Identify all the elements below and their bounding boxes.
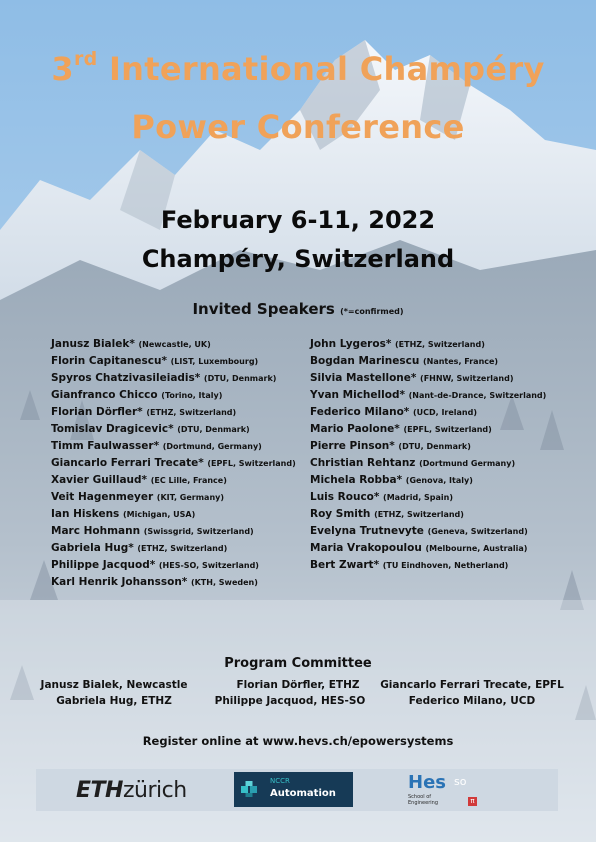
register-link-text[interactable]: Register online at www.hevs.ch/epowersystems <box>142 734 454 748</box>
committee-member: Philippe Jacquod, HES-SO <box>214 695 366 707</box>
committee-member: Janusz Bialek, Newcastle <box>40 679 188 691</box>
nccr-automation-label: Automation <box>270 788 336 799</box>
speaker-item: Janusz Bialek* (Newcastle, UK) <box>51 338 211 350</box>
speaker-item: Ian Hiskens (Michigan, USA) <box>51 508 196 520</box>
speaker-item: Spyros Chatzivasileiadis* (DTU, Denmark) <box>51 372 277 384</box>
speaker-item: John Lygeros* (ETHZ, Switzerland) <box>310 338 485 350</box>
speaker-item: Silvia Mastellone* (FHNW, Switzerland) <box>310 372 514 384</box>
speaker-item: Gabriela Hug* (ETHZ, Switzerland) <box>51 542 228 554</box>
pi-icon: π <box>468 797 477 806</box>
committee-member: Gabriela Hug, ETHZ <box>56 695 172 707</box>
speakers-note: (*=confirmed) <box>340 307 404 316</box>
speaker-item: Evelyna Trutnevyte (Geneva, Switzerland) <box>310 525 528 537</box>
speakers-heading: Invited Speakers (*=confirmed) <box>192 300 404 318</box>
event-location: Champéry, Switzerland <box>141 245 455 273</box>
speaker-item: Yvan Michellod* (Nant-de-Drance, Switzerland) <box>310 389 547 401</box>
committee-member: Federico Milano, UCD <box>408 695 536 707</box>
committee-member: Giancarlo Ferrari Trecate, EPFL <box>380 679 564 691</box>
eth-zurich-logo: ETHzürich <box>76 778 187 803</box>
nccr-automation-logo <box>234 772 353 807</box>
speaker-item: Gianfranco Chicco (Torino, Italy) <box>51 389 223 401</box>
speakers-right-column <box>310 336 546 574</box>
speaker-item: Pierre Pinson* (DTU, Denmark) <box>310 440 471 452</box>
committee-member: Florian Dörfler, ETHZ <box>236 679 360 691</box>
speaker-item: Florian Dörfler* (ETHZ, Switzerland) <box>51 406 237 418</box>
speaker-item: Roy Smith (ETHZ, Switzerland) <box>310 508 464 520</box>
speaker-item: Philippe Jacquod* (HES-SO, Switzerland) <box>51 559 259 571</box>
speaker-item: Giancarlo Ferrari Trecate* (EPFL, Switzerland) <box>51 457 296 469</box>
speaker-item: Maria Vrakopoulou (Melbourne, Australia) <box>310 542 528 554</box>
speaker-item: Marc Hohmann (Swissgrid, Switzerland) <box>51 525 254 537</box>
nccr-label: NCCR <box>270 777 290 785</box>
hes-so-logo: Hes so School of Engineering π <box>408 772 558 808</box>
speaker-item: Karl Henrik Johansson* (KTH, Sweden) <box>51 576 258 588</box>
event-dates: February 6-11, 2022 <box>160 206 436 234</box>
speakers-left-column <box>51 336 296 591</box>
conference-title-line2: Power Conference <box>131 108 465 146</box>
speaker-item: Timm Faulwasser* (Dortmund, Germany) <box>51 440 262 452</box>
nccr-cube-icon <box>240 780 260 798</box>
speaker-item: Florin Capitanescu* (LIST, Luxembourg) <box>51 355 259 367</box>
speaker-item: Federico Milano* (UCD, Ireland) <box>310 406 478 418</box>
speaker-item: Xavier Guillaud* (EC Lille, France) <box>51 474 227 486</box>
committee-heading: Program Committee <box>224 656 372 671</box>
conference-title-line1: 3rd International Champéry <box>51 48 545 88</box>
speaker-item: Mario Paolone* (EPFL, Switzerland) <box>310 423 492 435</box>
speaker-item: Luis Rouco* (Madrid, Spain) <box>310 491 453 503</box>
sponsor-logo-bar <box>36 769 558 811</box>
speaker-item: Bogdan Marinescu (Nantes, France) <box>310 355 499 367</box>
title-superscript: rd <box>73 48 98 71</box>
speaker-item: Tomislav Dragicevic* (DTU, Denmark) <box>51 423 250 435</box>
speaker-item: Christian Rehtanz (Dortmund Germany) <box>310 457 516 469</box>
speaker-item: Veit Hagenmeyer (KIT, Germany) <box>51 491 225 503</box>
speaker-item: Michela Robba* (Genova, Italy) <box>310 474 473 486</box>
speaker-item: Bert Zwart* (TU Eindhoven, Netherland) <box>310 559 509 571</box>
